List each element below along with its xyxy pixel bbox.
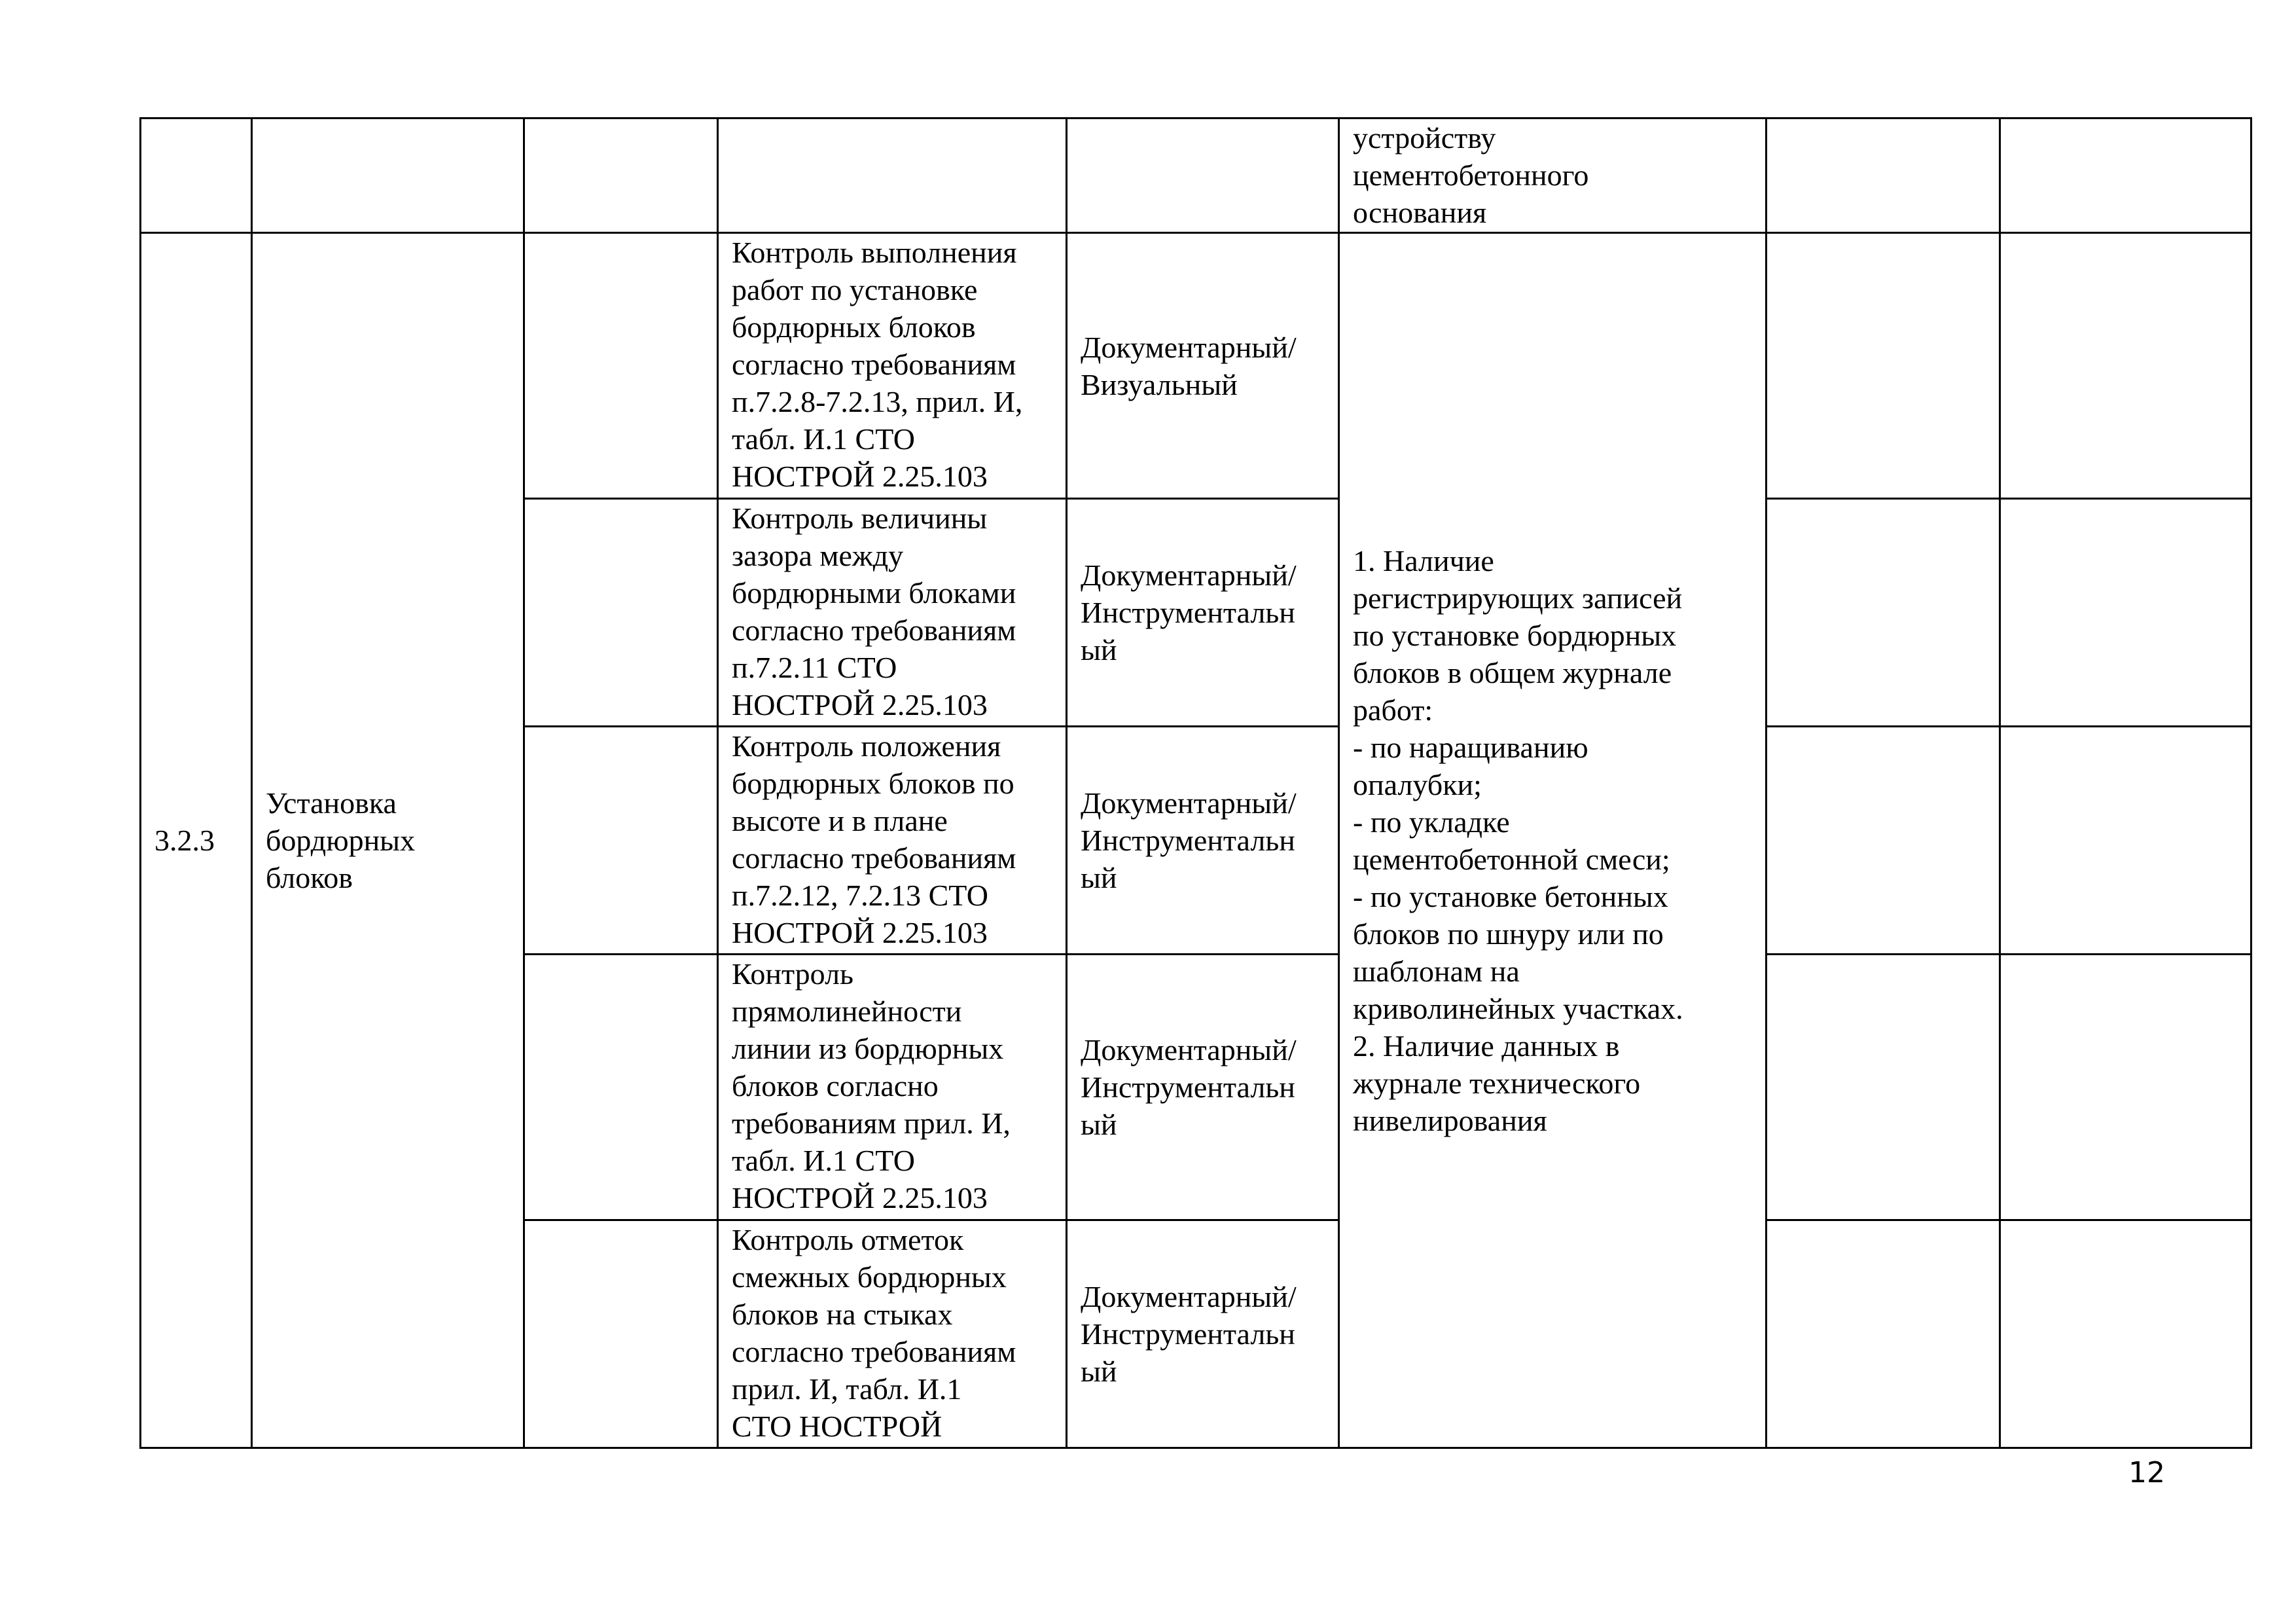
cell-method: Документарный/ Визуальный — [1067, 233, 1339, 499]
cell-method-empty — [1067, 119, 1339, 233]
cell-empty — [1767, 233, 2000, 499]
cell-empty — [1767, 119, 2000, 233]
cell-empty — [524, 233, 718, 499]
cell-control: Контроль величины зазора между бордюрными блоками согласно требованиям п.7.2.11 СТО НОСТРОЙ 2.25.103 — [718, 499, 1067, 727]
page-number: 12 — [2128, 1456, 2165, 1489]
cell-empty — [2000, 955, 2251, 1220]
cell-empty — [1767, 499, 2000, 727]
cell-control: Контроль прямолинейности линии из бордюрных блоков согласно требованиям прил. И, табл. И.1 СТО НОСТРОЙ 2.25.103 — [718, 955, 1067, 1220]
cell-stage-name: Установка бордюрных блоков — [252, 233, 524, 1448]
cell-empty — [524, 499, 718, 727]
cell-empty — [1767, 727, 2000, 955]
cell-empty — [524, 955, 718, 1220]
cell-empty — [524, 1220, 718, 1448]
cell-empty — [1767, 955, 2000, 1220]
control-table — [139, 117, 2252, 1449]
cell-item-number: 3.2.3 — [141, 233, 252, 1448]
cell-control: Контроль отметок смежных бордюрных блоков на стыках согласно требованиям прил. И, табл. И.1 СТО НОСТРОЙ — [718, 1220, 1067, 1448]
cell-control: Контроль выполнения работ по установке бордюрных блоков согласно требованиям п.7.2.8-7.2.13, прил. И, табл. И.1 СТО НОСТРОЙ 2.25.103 — [718, 233, 1067, 499]
cell-method: Документарный/ Инструментальн ый — [1067, 955, 1339, 1220]
cell-empty — [1767, 1220, 2000, 1448]
cell-method: Документарный/ Инструментальн ый — [1067, 499, 1339, 727]
cell-empty — [2000, 727, 2251, 955]
cell-empty — [524, 727, 718, 955]
table-row-continued — [141, 119, 2251, 233]
cell-empty — [2000, 233, 2251, 499]
cell-requirements-continued: устройству цементобетонного основания — [1339, 119, 1767, 233]
cell-empty — [2000, 499, 2251, 727]
cell-empty — [2000, 119, 2251, 233]
cell-method: Документарный/ Инструментальн ый — [1067, 1220, 1339, 1448]
cell-control-empty — [718, 119, 1067, 233]
cell-control: Контроль положения бордюрных блоков по высоте и в плане согласно требованиям п.7.2.12, 7.2.13 СТО НОСТРОЙ 2.25.103 — [718, 727, 1067, 955]
cell-number-empty — [141, 119, 252, 233]
cell-method: Документарный/ Инструментальн ый — [1067, 727, 1339, 955]
cell-empty — [2000, 1220, 2251, 1448]
cell-empty — [524, 119, 718, 233]
cell-stage-empty — [252, 119, 524, 233]
table-row — [141, 233, 2251, 499]
cell-requirements: 1. Наличие регистрирующих записей по установке бордюрных блоков в общем журнале работ: - по наращиванию опалубки; - по укладке цементобетонной смеси; - по установке бетонных блоков по шнуру или по шаблонам на криволинейных участках. 2. Наличие данных в журнале технического нивелирования — [1339, 233, 1767, 1448]
